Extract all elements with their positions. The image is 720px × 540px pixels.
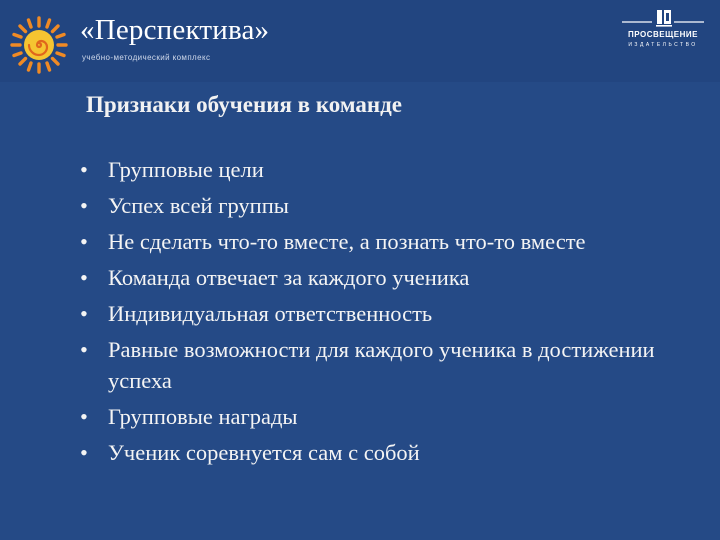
publisher-name: ПРОСВЕЩЕНИЕ — [628, 30, 698, 39]
bullet-text: Групповые награды — [108, 404, 298, 429]
slide-title: Признаки обучения в команде — [86, 92, 402, 117]
bullet-item — [80, 437, 700, 468]
bullet-dot: • — [80, 265, 88, 290]
bullet-dot: • — [80, 193, 88, 218]
brand-name: «Перспектива» — [80, 14, 270, 46]
bullet-text: Не сделать что-то вместе, а познать что-то вместе — [108, 229, 586, 254]
bullet-item — [80, 262, 700, 293]
bullet-dot: • — [80, 404, 88, 429]
bullet-text: Команда отвечает за каждого ученика — [108, 265, 470, 290]
bullet-list — [80, 154, 700, 473]
publisher-emblem-icon — [618, 8, 708, 30]
bullet-dot: • — [80, 301, 88, 326]
bullet-item — [80, 298, 700, 329]
publisher-logo — [618, 8, 708, 52]
bullet-dot: • — [80, 229, 88, 254]
bullet-dot: • — [80, 440, 88, 465]
bullet-item — [80, 226, 700, 257]
header-band — [0, 0, 720, 82]
bullet-item — [80, 401, 700, 432]
bullet-item — [80, 154, 700, 185]
brand-subtitle: учебно-методический комплекс — [82, 53, 211, 62]
bullet-text: Индивидуальная ответственность — [108, 301, 433, 326]
publisher-subtitle: ИЗДАТЕЛЬСТВО — [628, 42, 698, 48]
bullet-item — [80, 334, 700, 396]
bullet-text: Успех всей группы — [108, 193, 289, 218]
bullet-item — [80, 190, 700, 221]
bullet-dot: • — [80, 337, 88, 362]
bullet-dot: • — [80, 157, 88, 182]
bullet-text: Равные возможности для каждого ученика в достижении успеха — [108, 337, 655, 393]
sun-spiral-logo-icon — [8, 14, 70, 76]
bullet-text: Ученик соревнуется сам с собой — [108, 440, 420, 465]
bullet-text: Групповые цели — [108, 157, 264, 182]
